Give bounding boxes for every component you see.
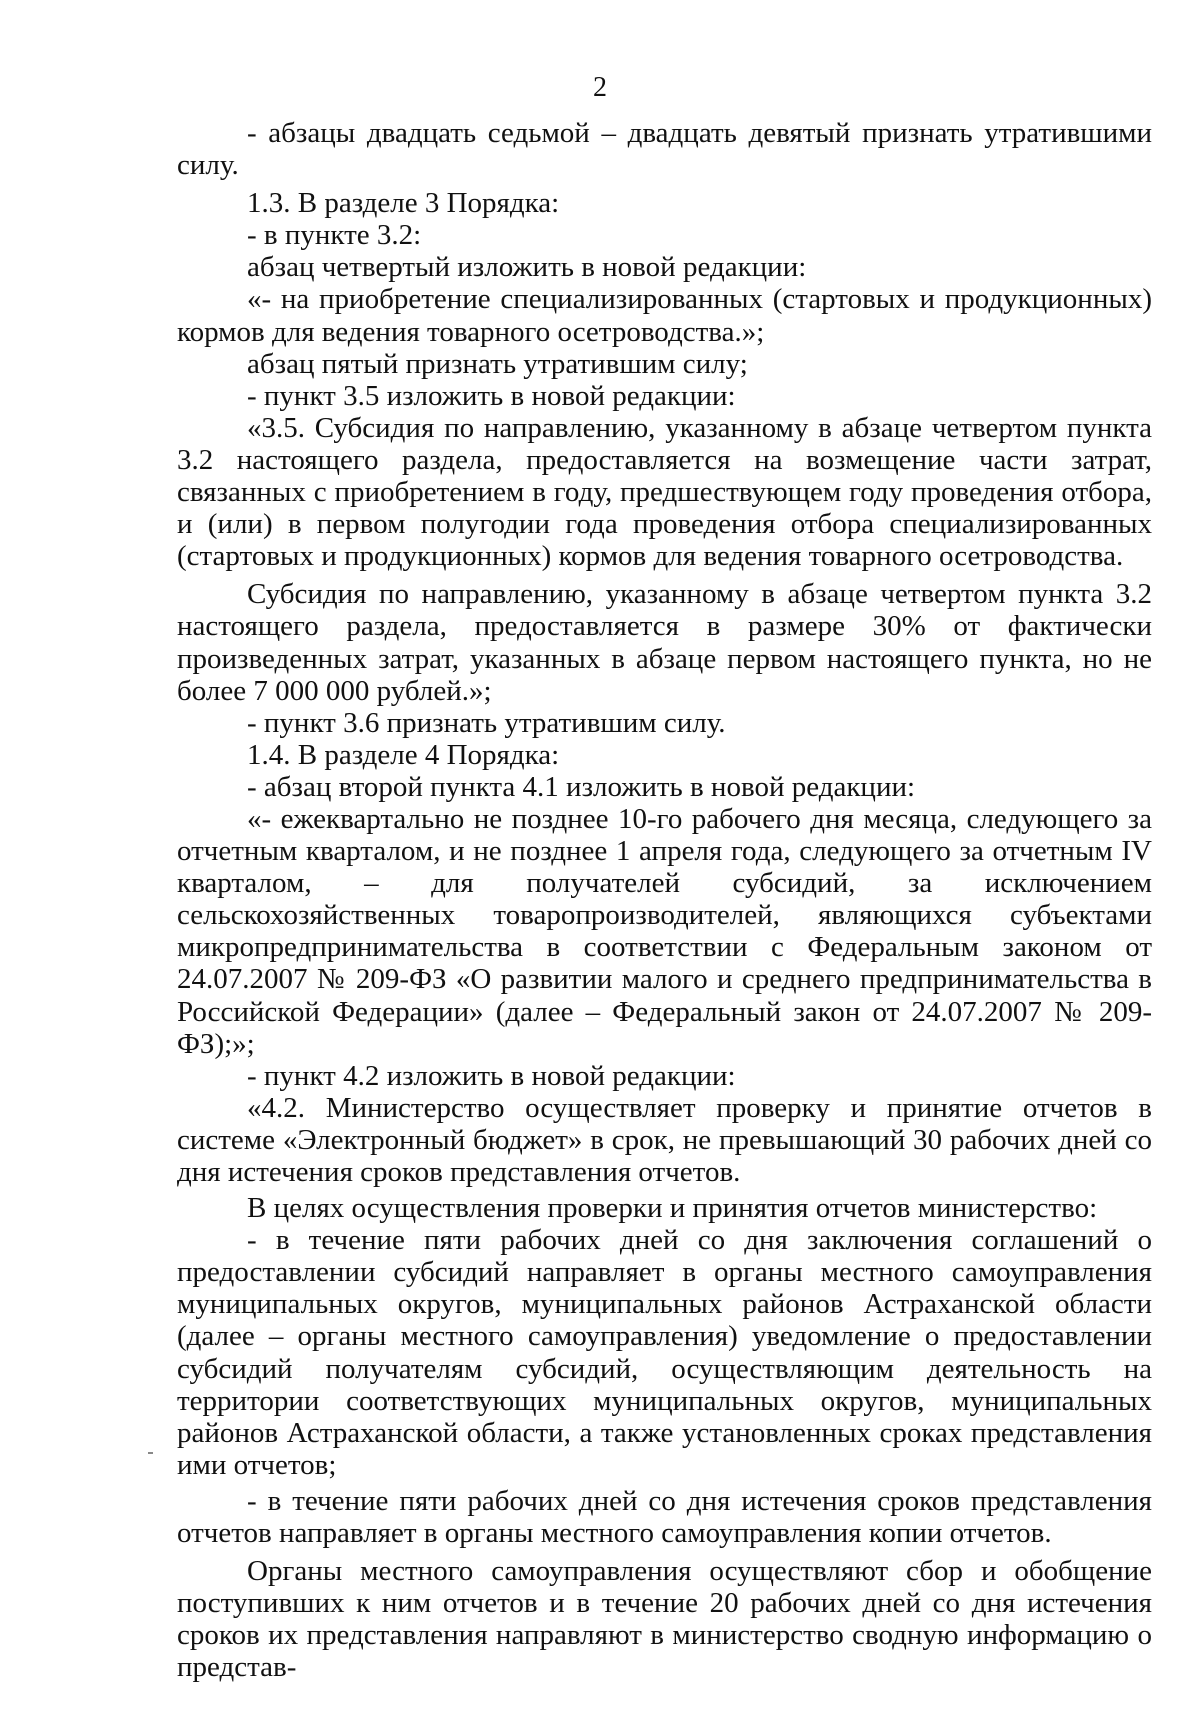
paragraph: - в течение пяти рабочих дней со дня истечения сроков представления отчетов направляет в органы местного самоуправления копии отчетов. (177, 1484, 1152, 1550)
section-heading: 1.4. В разделе 4 Порядка: (247, 738, 560, 771)
page-number: 2 (593, 72, 607, 103)
paragraph: «4.2. Министерство осуществляет проверку и принятие отчетов в системе «Электронный бюджет» в срок, не превышающий 30 рабочих дней со дня истечения сроков представления отчетов. (177, 1091, 1152, 1188)
paragraph: «- ежеквартально не позднее 10-го рабочего дня месяца, следующего за отчетным кварталом, и не позднее 1 апреля года, следующего за отчетным IV кварталом, – для получателей субсидий, за исключением сельскохозяйственных товаропроизводителей, являющихся субъектами микропредпринимательства в соответствии с Федеральным законом от 24.07.2007 № 209-ФЗ «О развитии малого и среднего предпринимательства в Российской Федерации» (далее – Федеральный закон от 24.07.2007 № 209-ФЗ);»; (177, 802, 1152, 1060)
paragraph: - пункт 3.5 изложить в новой редакции: (247, 379, 736, 412)
paragraph: абзац пятый признать утратившим силу; (247, 347, 748, 380)
paragraph: Органы местного самоуправления осуществляют сбор и обобщение поступивших к ним отчетов и в течение 20 рабочих дней со дня истечения сроков их представления направляют в министерство сводную информацию о представ- (177, 1555, 1152, 1684)
paragraph: - в пункте 3.2: (247, 219, 422, 252)
paragraph: - абзацы двадцать седьмой – двадцать девятый признать утратившими силу. (177, 117, 1152, 182)
paragraph: В целях осуществления проверки и принятия отчетов министерство: (247, 1192, 1098, 1225)
paragraph: - пункт 4.2 изложить в новой редакции: (247, 1059, 736, 1092)
paragraph: «3.5. Субсидия по направлению, указанному в абзаце четвертом пункта 3.2 настоящего раздела, предоставляется на возмещение части затрат, связанных с приобретением в году, предшествующем году проведения отбора, и (или) в первом полугодии года проведения отбора специализированных (стартовых и продукционных) кормов для ведения товарного осетроводства. (177, 411, 1152, 573)
scan-speck (148, 1452, 153, 1454)
paragraph: - в течение пяти рабочих дней со дня заключения соглашений о предоставлении субсидий направляет в органы местного самоуправления муниципальных округов, муниципальных районов Астраханской области (далее – органы местного самоуправления) уведомление о предоставлении субсидий получателям субсидий, осуществляющим деятельность на территории соответствующих муниципальных округов, муниципальных районов Астраханской области, а также установленных сроках представления ими отчетов; (177, 1224, 1152, 1481)
paragraph: - пункт 3.6 признать утратившим силу. (247, 706, 726, 739)
paragraph: «- на приобретение специализированных (стартовых и продукционных) кормов для ведения товарного осетроводства.»; (177, 283, 1152, 348)
paragraph: абзац четвертый изложить в новой редакции: (247, 251, 807, 284)
section-heading: 1.3. В разделе 3 Порядка: (247, 187, 560, 220)
paragraph: - абзац второй пункта 4.1 изложить в новой редакции: (247, 770, 916, 803)
paragraph: Субсидия по направлению, указанному в абзаце четвертом пункта 3.2 настоящего раздела, предоставляется в размере 30% от фактически произведенных затрат, указанных в абзаце первом настоящего пункта, но не более 7 000 000 рублей.»; (177, 578, 1152, 707)
document-body (177, 117, 1152, 1684)
